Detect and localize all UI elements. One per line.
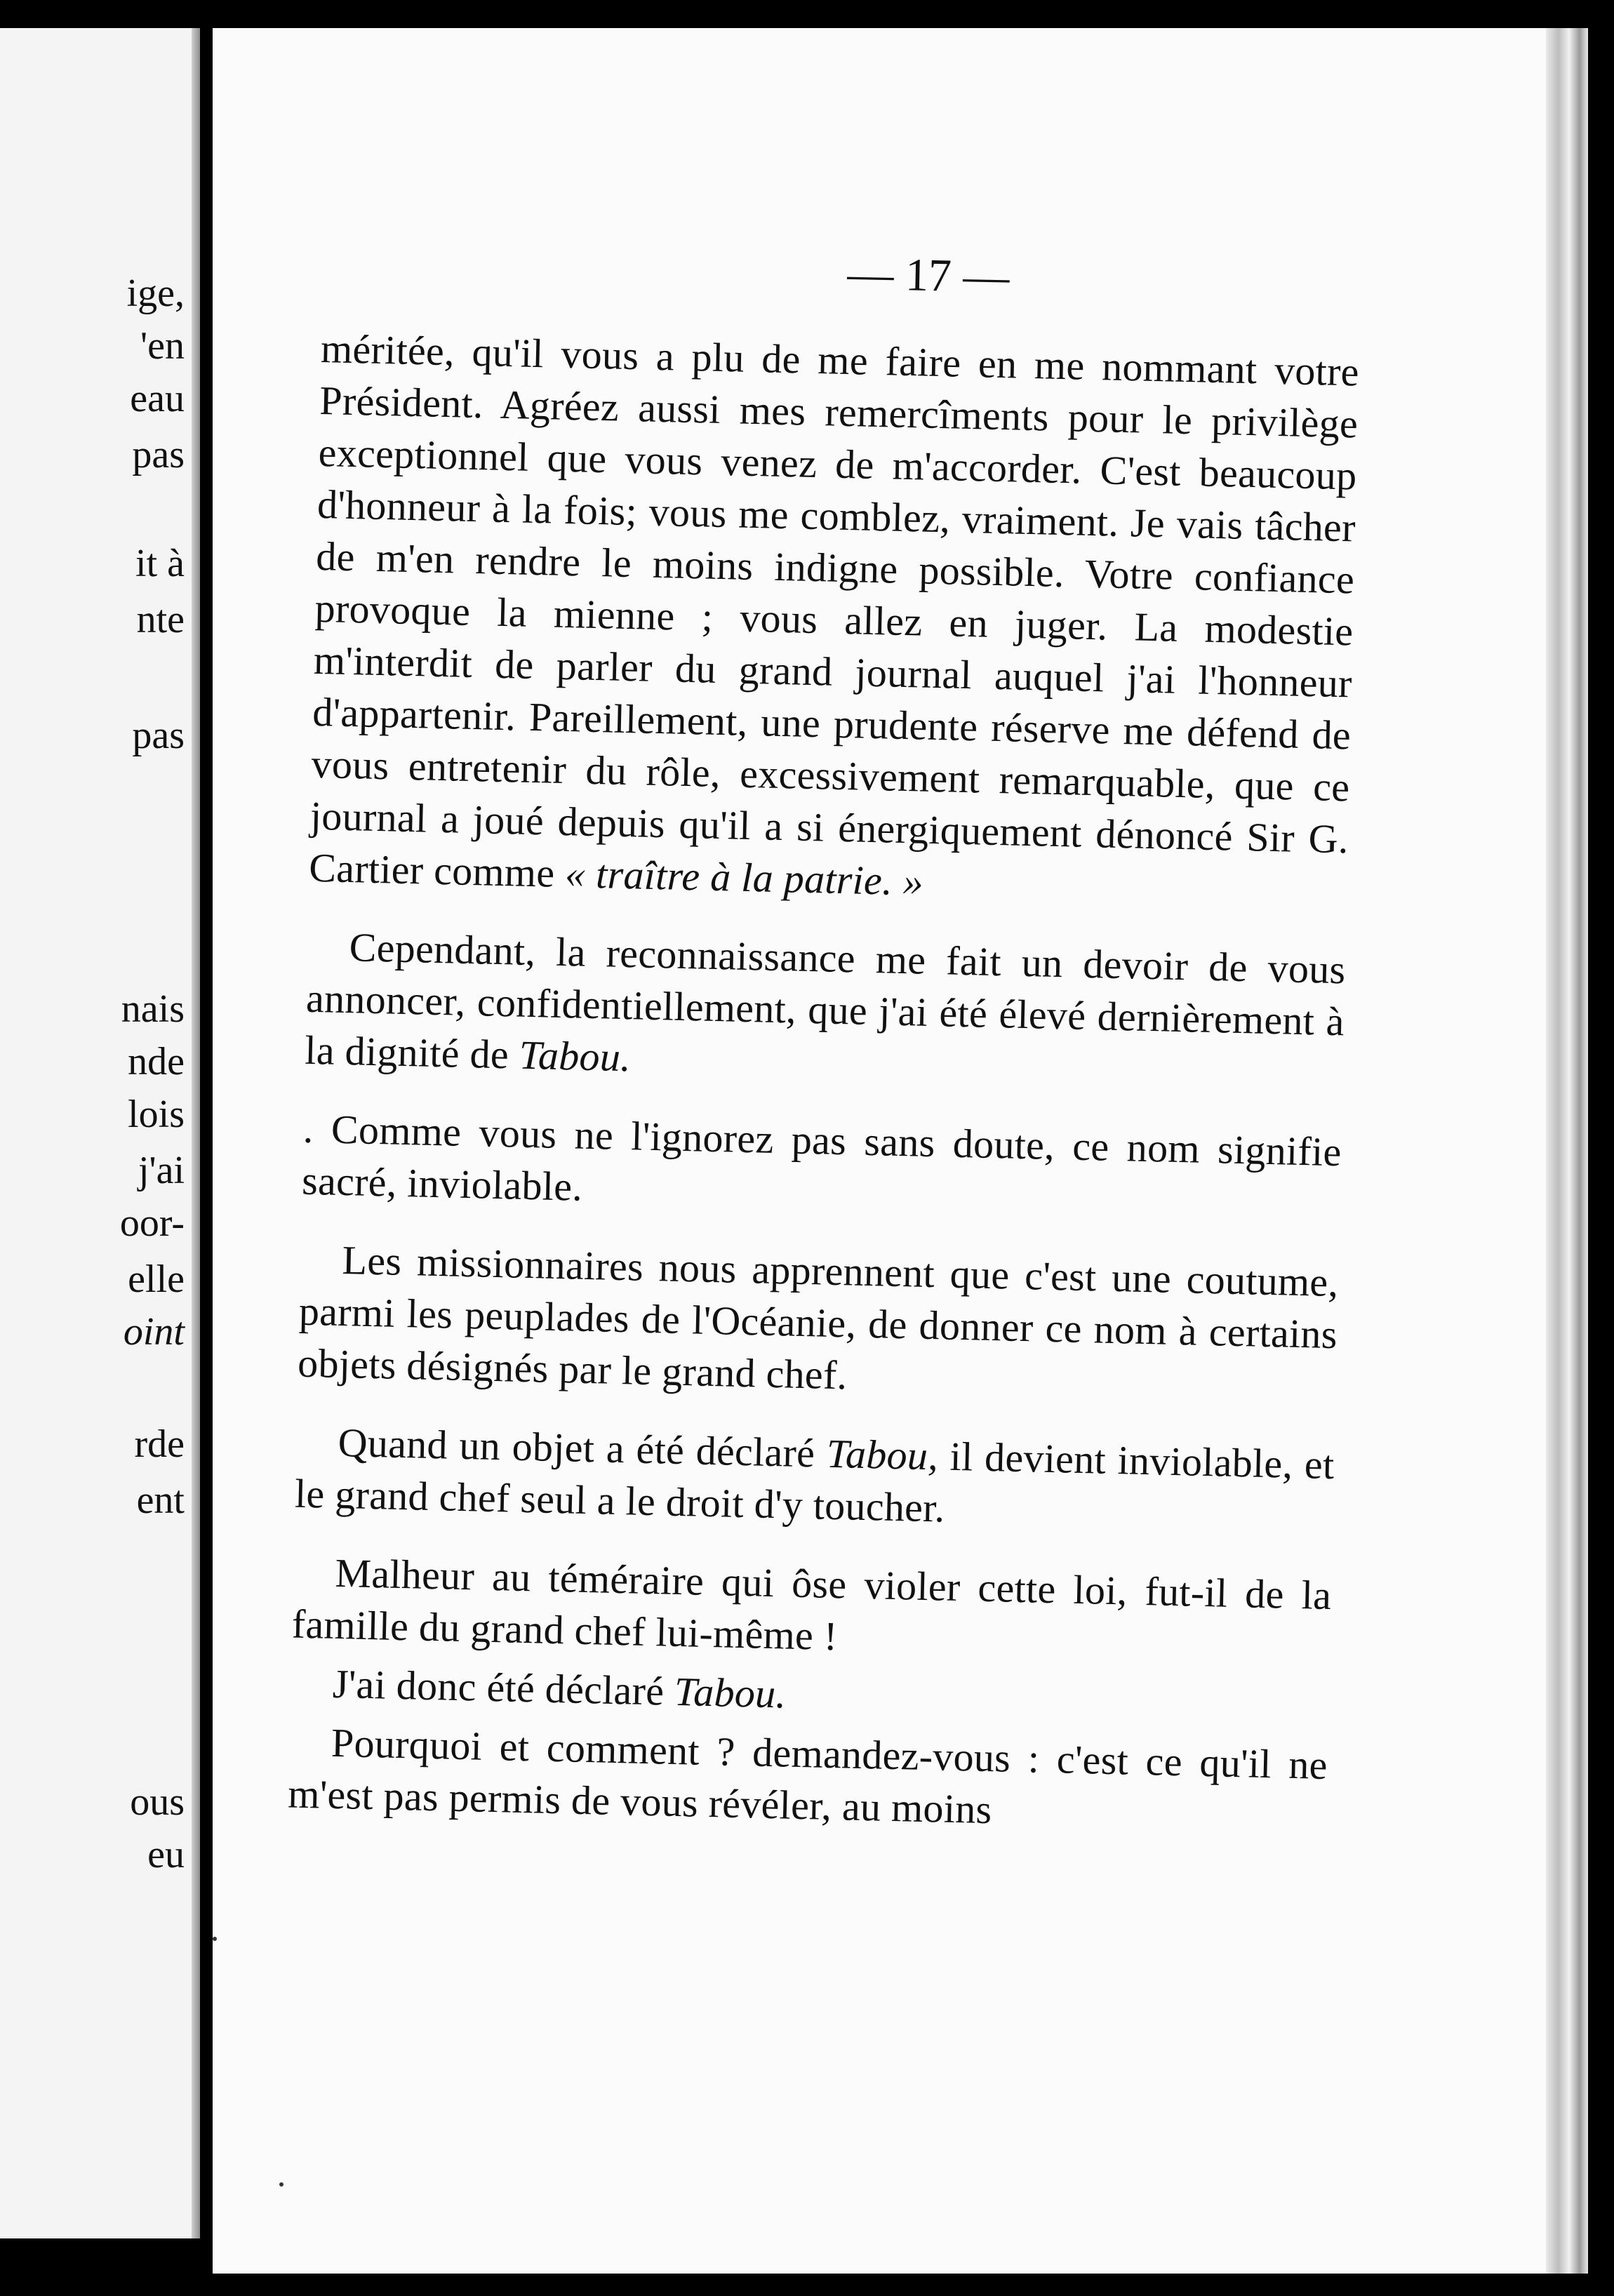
left-fragment: eau xyxy=(130,377,185,420)
page-body-text xyxy=(287,323,1360,1870)
right-page xyxy=(213,28,1588,2274)
left-fragment: oor- xyxy=(119,1201,185,1245)
left-page xyxy=(0,28,200,2238)
left-fragment: ige, xyxy=(126,272,185,315)
paragraph-italic: Tabou, xyxy=(826,1430,939,1479)
left-fragment: j'ai xyxy=(138,1149,185,1192)
right-page-edge xyxy=(1546,28,1588,2274)
left-fragment: elle xyxy=(128,1257,185,1301)
paragraph-text: il devient inviolable, et le grand chef seul a le droit d'y toucher. xyxy=(294,1433,1335,1531)
book-binding-gutter xyxy=(200,0,213,2296)
paragraph-text: Quand un objet a été déclaré xyxy=(338,1419,827,1476)
paragraph xyxy=(305,921,1347,1100)
left-fragment: ous xyxy=(130,1780,185,1824)
left-fragment: lois xyxy=(128,1093,185,1136)
paragraph-italic: Tabou. xyxy=(674,1668,787,1717)
paragraph xyxy=(288,1716,1328,1843)
left-fragment: nais xyxy=(121,987,185,1031)
left-page-text-fragments xyxy=(16,28,185,2238)
paragraph-text: Pourquoi et comment ? demandez-vous : c'est ce qu'il ne m'est pas permis de vous révéler, au moins xyxy=(287,1719,1328,1833)
paragraph-text: Malheur au téméraire qui ôse violer cette loi, fut-il de la famille du grand chef lui-même ! xyxy=(291,1549,1332,1660)
paragraph xyxy=(298,1234,1340,1413)
left-fragment: eu xyxy=(147,1833,185,1876)
paragraph-text: méritée, qu'il vous a plu de me faire en me nommant votre Président. Agréez aussi mes remercîments pour le privilège exceptionnel que vous venez de m'accorder. C'est beaucoup d'honneur à la fois; vous me comblez, vraiment. Je vais tâcher de m'en rendre le moins indigne possible. Votre confiance provoque la mienne ; vous allez en juger. La modestie m'interdit de parler du grand journal auquel j'ai l'honneur d'appartenir. Pareillement, une prudente réserve me défend de vous entretenir du rôle, excessivement remarquable, que ce journal a joué depuis qu'il a si énergiquement dénoncé Sir G. Cartier comme xyxy=(308,325,1360,897)
paragraph xyxy=(291,1547,1332,1674)
paragraph-italic: Tabou. xyxy=(519,1032,632,1081)
left-page-edge xyxy=(192,28,200,2238)
left-fragment: nte xyxy=(136,598,185,641)
paragraph-text: Cependant, la reconnaissance me fait un devoir de vous annoncer, confidentiellement, que j'ai été élevé dernièrement à la dignité de xyxy=(304,924,1347,1078)
left-fragment: nde xyxy=(128,1040,185,1083)
paragraph xyxy=(301,1103,1342,1231)
page-number: — 17 — xyxy=(846,248,1011,303)
left-fragment: ent xyxy=(136,1479,185,1522)
paragraph-text: Les missionnaires nous apprennent que c'est une coutume, parmi les peuplades de l'Océanie, de donner ce nom à certains objets désignés par le grand chef. xyxy=(297,1237,1340,1399)
paragraph xyxy=(309,323,1360,917)
left-fragment: 'en xyxy=(140,324,185,368)
left-fragment: pas xyxy=(132,433,185,476)
left-fragment: oint xyxy=(123,1310,185,1354)
left-fragment: rde xyxy=(134,1422,185,1466)
paragraph-text: J'ai donc été déclaré xyxy=(332,1660,675,1714)
paragraph-italic: « traître à la patrie. » xyxy=(564,850,924,905)
left-fragment: pas xyxy=(132,714,185,757)
paragraph xyxy=(294,1416,1335,1544)
ink-speck xyxy=(213,1937,217,1941)
paragraph-text: . Comme vous ne l'ignorez pas sans doute, ce nom signifie sacré, inviolable. xyxy=(301,1105,1342,1210)
left-fragment: it à xyxy=(135,542,185,585)
ink-speck xyxy=(279,2182,284,2187)
